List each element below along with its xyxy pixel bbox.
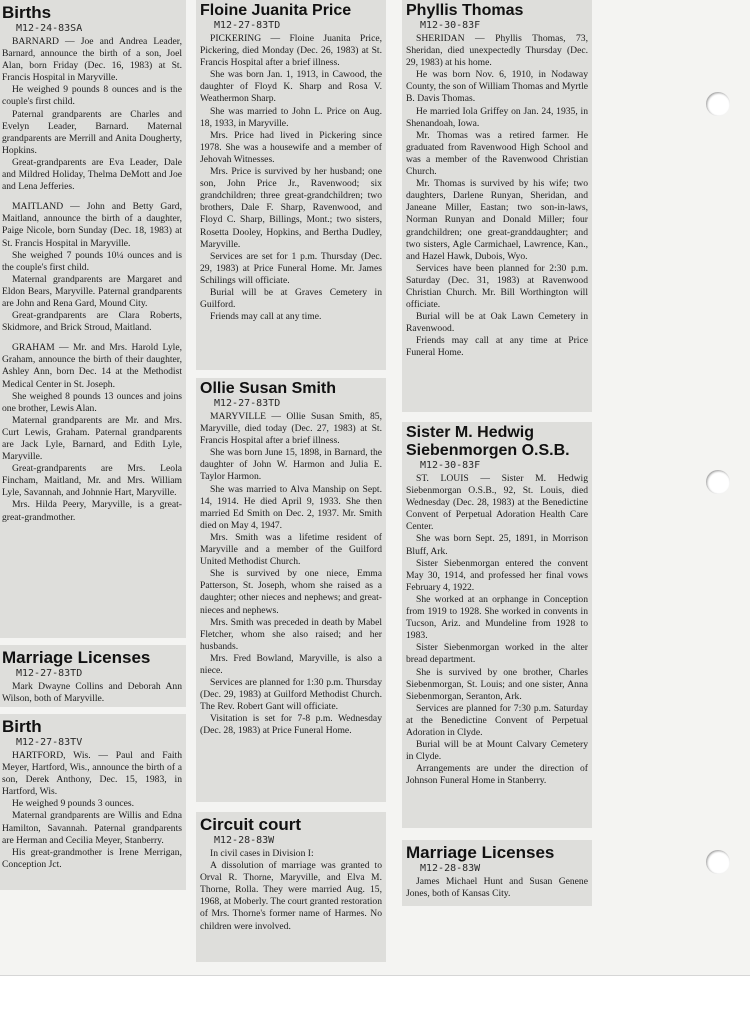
obituary-paragraph: Mr. Thomas was a retired farmer. He graduated from Ravenwood High School and was a member of the Ravenwood Christian Church. <box>406 129 588 178</box>
births-paragraph: BARNARD — Joe and Andrea Leader, Barnard, announce the birth of a son, Joel Alan, born Friday (Dec. 16, 1983) at St. Francis Hospital in Maryville. <box>2 36 182 84</box>
circuit-court-paragraph: A dissolution of marriage was granted to Orval R. Thorne, Maryville, and Elva M. Thorne, Rolla. They were married Aug. 15, 1968, at Moberly. The court granted restoration of Mrs. Thorne's former name of Harmes. No children were involved. <box>200 860 382 932</box>
births-paragraph: Maternal grandparents are Mr. and Mrs. Curt Lewis, Graham. Paternal grandparents are Jack Lyle, Barnard, and Edith Lyle, Maryville. <box>2 414 182 463</box>
obituary-paragraph: Mrs. Smith was preceded in death by Mabel Fletcher, whom she also raised; and her husbands. <box>200 616 382 652</box>
circuit-court-paragraph: In civil cases in Division I: <box>210 848 314 859</box>
birth-paragraph: Maternal grandparents are Willis and Edna Hamilton, Savannah. Paternal grandparents are Herman and Cecilia Meyer, Stanberry. <box>2 810 182 846</box>
obituary-paragraph: She worked at an orphange in Conception from 1919 to 1928. She worked in convents in Tucson, Ariz. and Mundeline from 1928 to 1983. <box>406 593 588 642</box>
obituary-paragraph: Burial will be at Graves Cemetery in Guilford. <box>200 286 382 311</box>
obituary-paragraph: Mr. Thomas is survived by his wife; two daughters, Darlene Runyan, Sheridan, and Janeane Miller, Eastan; two son-in-laws, Norman Runyan and Donald Miller; four grandchildren; one great-granddaughter; and two sisters, Agle Carmichael, Lawrence, Kan., and Hazel Hawk, Dubois, Wyo. <box>406 178 588 262</box>
marriage-licenses-heading: Marriage Licenses <box>2 648 151 667</box>
birth-handwritten-note: M12-27-83TV <box>16 737 83 748</box>
obituary-paragraph: She was married to John L. Price on Aug. 18, 1933, in Maryville. <box>200 105 382 129</box>
obituary-paragraph: He was born Nov. 6, 1910, in Nodaway County, the son of William Thomas and Myrtle B. Davis Thomas. <box>406 69 588 105</box>
obituary-heading-continued: Siebenmorgen O.S.B. <box>406 442 570 459</box>
obituary-paragraph: Mrs. Price is survived by her husband; one son, John Price Jr., Ravenwood; six grandchildren; three great-grandchildren; two brothers, Dale F. Sharp, Ravenwood, and Floyd C. Sharp, Billings, Mont.; two sisters, Rosetta Dooley, Hopkins, and Bertha Dudley, Maryville. <box>200 166 382 250</box>
obituary-heading: Phyllis Thomas <box>406 2 524 19</box>
obituary-paragraph: Services have been planned for 2:30 p.m. Saturday (Dec. 31, 1983) at Ravenwood Christian Church. Mr. Bill Worthington will officiate. <box>406 262 588 311</box>
obituary-paragraph: Friends may call at any time at Price Funeral Home. <box>406 335 588 359</box>
punch-hole <box>706 850 730 874</box>
births-paragraph: Mrs. Hilda Peery, Maryville, is a great-great-grandmother. <box>2 499 182 523</box>
obituary-paragraph: She is survived by one brother, Charles Siebenmorgan, St. Louis; and one sister, Anna Siebenmorgan, Seranton, Ark. <box>406 666 588 702</box>
birth-paragraph: He weighed 9 pounds 3 ounces. <box>12 798 135 810</box>
obituary-paragraph: She was married to Alva Manship on Sept. 14, 1914. He died April 9, 1933. She then married Ed Smith on Dec. 2, 1937. Mr. Smith died on May 4, 1947. <box>200 483 382 531</box>
births-paragraph: Great-grandparents are Mrs. Leola Fincham, Maitland, Mr. and Mrs. William Lyle, Savannah, and Johnnie Hart, Maryville. <box>2 463 182 499</box>
punch-hole <box>706 92 730 116</box>
obituary-heading: Ollie Susan Smith <box>200 380 337 397</box>
births-paragraph: She weighed 7 pounds 10¼ ounces and is the couple's first child. <box>2 249 182 273</box>
birth-paragraph: HARTFORD, Wis. — Paul and Faith Meyer, Hartford, Wis., announce the birth of a son, Derek Anthony, Dec. 15, 1983, in Hartford, Wis. <box>2 750 182 798</box>
marriage-licenses-handwritten-note: M12-28-83W <box>420 863 481 874</box>
obituary-paragraph: She was born Jan. 1, 1913, in Cawood, the daughter of Floyd K. Sharp and Rosa V. Weathermon Sharp. <box>200 69 382 105</box>
births-paragraph: Great-grandparents are Clara Roberts, Skidmore, and Brick Stroud, Maitland. <box>2 310 182 334</box>
page-bottom-margin <box>0 975 750 1034</box>
births-paragraph: Maternal grandparents are Margaret and Eldon Bears, Maryville. Paternal grandparents are John and Rena Gard, Mound City. <box>2 273 182 309</box>
circuit-court-heading: Circuit court <box>200 815 302 834</box>
obituary-paragraph: Services are planned for 7:30 p.m. Saturday at the Benedictine Convent of Perpetual Adoration in Clyde. <box>406 702 588 738</box>
obituary-paragraph: Services are set for 1 p.m. Thursday (Dec. 29, 1983) at Price Funeral Home. Mr. James Schilings will officiate. <box>200 250 382 286</box>
obituary-paragraph: Visitation is set for 7-8 p.m. Wednesday (Dec. 28, 1983) at Price Funeral Home. <box>200 713 382 737</box>
obituary-paragraph: Sister Siebenmorgan worked in the alter bread department. <box>406 642 588 666</box>
obituary-paragraph: She is survived by one niece, Emma Patterson, St. Joseph, whom she raised as a daughter; other nieces and nephews; and great-nieces and nephews. <box>200 568 382 616</box>
births-paragraph: He weighed 9 pounds 8 ounces and is the couple's first child. <box>2 84 182 108</box>
marriage-licenses-heading: Marriage Licenses <box>406 843 555 862</box>
obituary-paragraph: She was born June 15, 1898, in Barnard, the daughter of John W. Harmon and Julia E. Taylor Harmon. <box>200 447 382 483</box>
births-paragraph: Paternal grandparents are Charles and Evelyn Leader, Barnard. Maternal grandparents are Merrill and Anita Dougherty, Hopkins. <box>2 108 182 156</box>
obituary-handwritten-note: M12-27-83TD <box>214 398 281 409</box>
obituary-paragraph: He married Iola Griffey on Jan. 24, 1935, in Shenandoah, Iowa. <box>406 105 588 129</box>
births-handwritten-note: M12-24-83SA <box>16 23 83 34</box>
obituary-paragraph: Sister Siebenmorgan entered the convent May 30, 1914, and professed her final vows February 4, 1922. <box>406 557 588 593</box>
births-paragraph: She weighed 8 pounds 13 ounces and joins one brother, Lewis Alan. <box>2 390 182 414</box>
marriage-licenses-paragraph: Mark Dwayne Collins and Deborah Ann Wilson, both of Maryville. <box>2 681 182 705</box>
obituary-floine-price <box>196 0 386 370</box>
marriage-licenses-clipping <box>0 645 186 707</box>
obituary-paragraph: SHERIDAN — Phyllis Thomas, 73, Sheridan, died unexpectedly Thursday (Dec. 29, 1983) at his home. <box>406 33 588 69</box>
obituary-paragraph: Arrangements are under the direction of Johnson Funeral Home in Stanberry. <box>406 763 588 787</box>
obituary-paragraph: Mrs. Price had lived in Pickering since 1978. She was a housewife and a member of Jehovah Witnesses. <box>200 129 382 165</box>
obituary-paragraph: She was born Sept. 25, 1891, in Morrison Bluff, Ark. <box>406 533 588 557</box>
obituary-heading: Floine Juanita Price <box>200 2 352 19</box>
obituary-paragraph: Mrs. Smith was a lifetime resident of Maryville and a member of the Guilford United Methodist Church. <box>200 531 382 568</box>
marriage-licenses-handwritten-note: M12-27-83TD <box>16 668 83 679</box>
birth-clipping <box>0 714 186 890</box>
birth-paragraph: His great-grandmother is Irene Merrigan, Conception Jct. <box>2 846 182 870</box>
births-paragraph: Great-grandparents are Eva Leader, Dale and Mildred Holiday, Thelma DeMott and Joe and Lena Jefferies. <box>2 156 182 193</box>
births-paragraph: MAITLAND — John and Betty Gard, Maitland, announce the birth of a daughter, Paige Nicole, born Sunday (Dec. 18, 1983) at St. Francis Hospital in Maryville. <box>2 201 182 249</box>
obituary-phyllis-thomas <box>402 0 592 412</box>
obituary-handwritten-note: M12-30-83F <box>420 20 481 31</box>
circuit-court-handwritten-note: M12-28-83W <box>214 835 275 846</box>
birth-heading: Birth <box>2 717 42 736</box>
obituary-paragraph: ST. LOUIS — Sister M. Hedwig Siebenmorgan O.S.B., 92, St. Louis, died Wednesday (Dec. 28, 1983) at the Benedictine Convent of Perpetual Adoration Health Care Center. <box>406 473 588 533</box>
obituary-paragraph: Burial will be at Mount Calvary Cemetery in Clyde. <box>406 739 588 763</box>
obituary-paragraph: Services are planned for 1:30 p.m. Thursday (Dec. 29, 1983) at Guilford Methodist Church. The Rev. Robert Gant will officiate. <box>200 677 382 713</box>
obituary-paragraph: Mrs. Fred Bowland, Maryville, is also a niece. <box>200 652 382 676</box>
births-clipping <box>0 0 186 638</box>
marriage-licenses-paragraph: James Michael Hunt and Susan Genene Jones, both of Kansas City. <box>406 876 588 900</box>
circuit-court-clipping <box>196 812 386 962</box>
punch-hole <box>706 470 730 494</box>
obituary-paragraph: Friends may call at any time. <box>210 311 322 323</box>
obituary-paragraph: PICKERING — Floine Juanita Price, Pickering, died Monday (Dec. 26, 1983) at St. Francis Hospital after a brief illness. <box>200 33 382 69</box>
obituary-heading: Sister M. Hedwig <box>406 424 535 441</box>
obituary-ollie-smith <box>196 378 386 802</box>
obituary-handwritten-note: M12-27-83TD <box>214 20 281 31</box>
obituary-handwritten-note: M12-30-83F <box>420 460 481 471</box>
births-paragraph: GRAHAM — Mr. and Mrs. Harold Lyle, Graham, announce the birth of their daughter, Ashley Ann, born Dec. 14 at the Methodist Medical Center in St. Joseph. <box>2 342 182 390</box>
births-heading: Births <box>2 3 52 22</box>
obituary-sister-hedwig <box>402 422 592 828</box>
obituary-paragraph: Burial will be at Oak Lawn Cemetery in Ravenwood. <box>406 311 588 335</box>
obituary-paragraph: MARYVILLE — Ollie Susan Smith, 85, Maryville, died today (Dec. 27, 1983) at St. Francis Hospital after a brief illness. <box>200 411 382 447</box>
marriage-licenses-clipping <box>402 840 592 906</box>
